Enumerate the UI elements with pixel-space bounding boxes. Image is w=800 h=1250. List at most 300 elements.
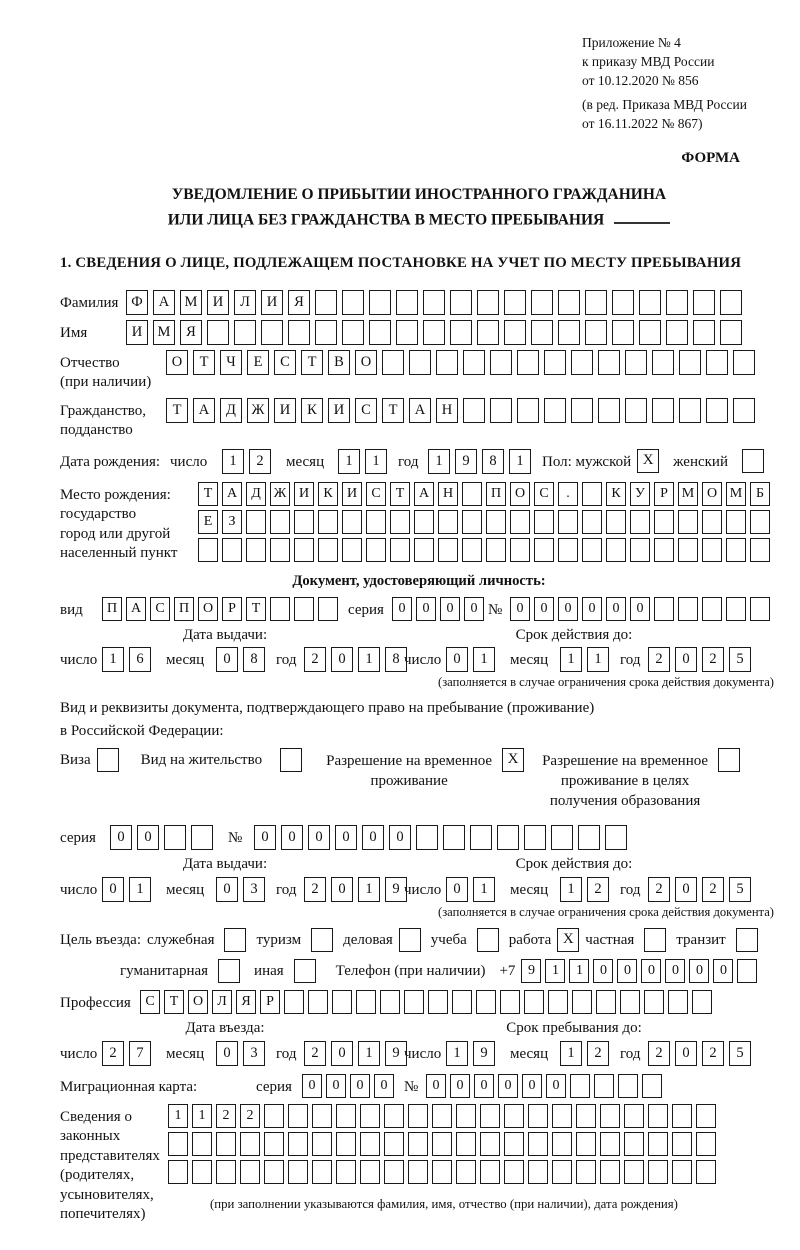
form-cell[interactable] (524, 825, 546, 850)
form-cell[interactable]: 0 (389, 825, 411, 850)
form-cell[interactable]: А (193, 398, 215, 423)
form-cell[interactable]: 0 (675, 877, 697, 902)
form-cell[interactable] (216, 1132, 236, 1156)
form-cell[interactable] (308, 990, 328, 1014)
form-cell[interactable]: 2 (702, 877, 724, 902)
form-cell[interactable]: 0 (281, 825, 303, 850)
form-cell[interactable]: 0 (593, 959, 613, 983)
form-cell[interactable] (678, 510, 698, 534)
form-cell[interactable] (443, 825, 465, 850)
form-cell[interactable]: Е (198, 510, 218, 534)
form-cell[interactable]: Л (212, 990, 232, 1014)
form-cell[interactable]: М (726, 482, 746, 506)
form-cell[interactable] (544, 350, 566, 375)
form-cell[interactable] (750, 597, 770, 621)
form-cell[interactable] (463, 398, 485, 423)
form-cell[interactable] (517, 398, 539, 423)
form-cell[interactable] (288, 320, 310, 345)
form-cell[interactable]: 0 (446, 647, 468, 672)
form-cell[interactable] (639, 290, 661, 315)
form-cell[interactable]: 0 (675, 647, 697, 672)
form-cell[interactable] (480, 1104, 500, 1128)
form-cell[interactable] (288, 1104, 308, 1128)
form-cell[interactable] (733, 350, 755, 375)
form-cell[interactable] (612, 320, 634, 345)
form-cell[interactable] (548, 990, 568, 1014)
form-cell[interactable] (423, 320, 445, 345)
form-cell[interactable] (750, 538, 770, 562)
form-cell[interactable]: 1 (446, 1041, 468, 1066)
form-cell[interactable]: 0 (498, 1074, 518, 1098)
form-cell[interactable] (504, 320, 526, 345)
form-cell[interactable] (462, 482, 482, 506)
form-cell[interactable] (192, 1160, 212, 1184)
form-cell[interactable] (702, 538, 722, 562)
form-cell[interactable] (462, 538, 482, 562)
form-cell[interactable] (552, 1132, 572, 1156)
form-cell[interactable] (336, 1160, 356, 1184)
form-cell[interactable]: Ф (126, 290, 148, 315)
form-cell[interactable]: М (180, 290, 202, 315)
form-cell[interactable]: 9 (521, 959, 541, 983)
form-cell[interactable]: 0 (374, 1074, 394, 1098)
form-cell[interactable]: Ж (247, 398, 269, 423)
form-cell[interactable] (585, 320, 607, 345)
form-cell[interactable] (198, 538, 218, 562)
form-cell[interactable] (369, 290, 391, 315)
form-cell[interactable] (414, 510, 434, 534)
form-cell[interactable] (534, 510, 554, 534)
form-cell[interactable] (384, 1160, 404, 1184)
form-cell[interactable] (737, 959, 757, 983)
form-cell[interactable] (315, 320, 337, 345)
form-cell[interactable] (666, 290, 688, 315)
form-cell[interactable]: Р (222, 597, 242, 621)
form-cell[interactable]: 0 (331, 877, 353, 902)
form-cell[interactable] (648, 1132, 668, 1156)
form-cell[interactable]: 1 (560, 647, 582, 672)
form-cell[interactable]: 1 (587, 647, 609, 672)
form-cell[interactable] (576, 1104, 596, 1128)
form-cell[interactable] (409, 350, 431, 375)
form-cell[interactable]: Е (247, 350, 269, 375)
form-cell[interactable] (654, 597, 674, 621)
form-cell[interactable]: 1 (358, 647, 380, 672)
purpose-tourism-checkbox[interactable] (311, 928, 333, 952)
form-cell[interactable]: Л (234, 290, 256, 315)
form-cell[interactable] (528, 1104, 548, 1128)
form-cell[interactable]: И (328, 398, 350, 423)
form-cell[interactable]: Я (180, 320, 202, 345)
form-cell[interactable] (558, 290, 580, 315)
form-cell[interactable] (192, 1132, 212, 1156)
form-cell[interactable] (598, 350, 620, 375)
form-cell[interactable] (432, 1132, 452, 1156)
form-cell[interactable]: 1 (560, 1041, 582, 1066)
form-cell[interactable] (366, 538, 386, 562)
form-cell[interactable]: Н (438, 482, 458, 506)
form-cell[interactable] (414, 538, 434, 562)
form-cell[interactable] (452, 990, 472, 1014)
form-cell[interactable]: Ч (220, 350, 242, 375)
form-cell[interactable]: 8 (243, 647, 265, 672)
purpose-private-checkbox[interactable] (644, 928, 666, 952)
form-cell[interactable] (528, 1160, 548, 1184)
form-cell[interactable] (342, 290, 364, 315)
form-cell[interactable] (558, 510, 578, 534)
form-cell[interactable] (404, 990, 424, 1014)
form-cell[interactable] (438, 538, 458, 562)
form-cell[interactable] (570, 1074, 590, 1098)
form-cell[interactable]: А (414, 482, 434, 506)
form-cell[interactable] (693, 320, 715, 345)
form-cell[interactable] (312, 1104, 332, 1128)
form-cell[interactable]: С (274, 350, 296, 375)
form-cell[interactable] (672, 1104, 692, 1128)
form-cell[interactable] (342, 538, 362, 562)
form-cell[interactable]: 0 (450, 1074, 470, 1098)
form-cell[interactable] (706, 350, 728, 375)
form-cell[interactable] (380, 990, 400, 1014)
form-cell[interactable] (585, 290, 607, 315)
form-cell[interactable] (318, 510, 338, 534)
form-cell[interactable] (490, 350, 512, 375)
form-cell[interactable]: 0 (689, 959, 709, 983)
form-cell[interactable] (552, 1160, 572, 1184)
form-cell[interactable] (672, 1160, 692, 1184)
form-cell[interactable] (408, 1104, 428, 1128)
form-cell[interactable]: 0 (474, 1074, 494, 1098)
form-cell[interactable]: 0 (254, 825, 276, 850)
form-cell[interactable] (476, 990, 496, 1014)
form-cell[interactable]: 6 (129, 647, 151, 672)
form-cell[interactable] (702, 510, 722, 534)
form-cell[interactable]: 0 (302, 1074, 322, 1098)
form-cell[interactable]: 0 (331, 647, 353, 672)
form-cell[interactable]: 2 (648, 1041, 670, 1066)
form-cell[interactable] (576, 1132, 596, 1156)
form-cell[interactable] (240, 1132, 260, 1156)
form-cell[interactable]: О (510, 482, 530, 506)
form-cell[interactable] (284, 990, 304, 1014)
form-cell[interactable] (625, 398, 647, 423)
form-cell[interactable] (678, 597, 698, 621)
form-cell[interactable] (438, 510, 458, 534)
form-cell[interactable]: 3 (243, 1041, 265, 1066)
form-cell[interactable] (207, 320, 229, 345)
form-cell[interactable] (168, 1160, 188, 1184)
form-cell[interactable] (606, 538, 626, 562)
form-cell[interactable]: И (294, 482, 314, 506)
form-cell[interactable]: Т (164, 990, 184, 1014)
visa-checkbox[interactable] (97, 748, 119, 772)
form-cell[interactable] (706, 398, 728, 423)
form-cell[interactable]: 2 (240, 1104, 260, 1128)
form-cell[interactable] (504, 1104, 524, 1128)
form-cell[interactable]: 9 (385, 1041, 407, 1066)
form-cell[interactable]: 0 (510, 597, 530, 621)
form-cell[interactable]: 1 (473, 877, 495, 902)
form-cell[interactable] (450, 290, 472, 315)
form-cell[interactable] (750, 510, 770, 534)
form-cell[interactable] (240, 1160, 260, 1184)
form-cell[interactable] (528, 1132, 548, 1156)
form-cell[interactable]: Н (436, 398, 458, 423)
form-cell[interactable]: И (126, 320, 148, 345)
form-cell[interactable] (600, 1132, 620, 1156)
form-cell[interactable]: 2 (702, 647, 724, 672)
form-cell[interactable]: 1 (129, 877, 151, 902)
form-cell[interactable] (576, 1160, 596, 1184)
form-cell[interactable] (294, 510, 314, 534)
form-cell[interactable]: 8 (482, 449, 504, 474)
form-cell[interactable]: 2 (702, 1041, 724, 1066)
form-cell[interactable]: С (366, 482, 386, 506)
form-cell[interactable]: О (702, 482, 722, 506)
form-cell[interactable] (456, 1160, 476, 1184)
form-cell[interactable]: 1 (168, 1104, 188, 1128)
form-cell[interactable] (679, 398, 701, 423)
form-cell[interactable] (288, 1132, 308, 1156)
form-cell[interactable] (571, 398, 593, 423)
form-cell[interactable]: 9 (385, 877, 407, 902)
form-cell[interactable] (624, 1160, 644, 1184)
form-cell[interactable] (477, 320, 499, 345)
purpose-humanitarian-checkbox[interactable] (218, 959, 240, 983)
temp-residence-checkbox[interactable]: X (502, 748, 524, 772)
form-cell[interactable] (625, 350, 647, 375)
form-cell[interactable]: Р (654, 482, 674, 506)
form-cell[interactable] (390, 510, 410, 534)
purpose-commercial-checkbox[interactable] (399, 928, 421, 952)
form-cell[interactable] (693, 290, 715, 315)
form-cell[interactable]: А (222, 482, 242, 506)
form-cell[interactable] (486, 538, 506, 562)
form-cell[interactable]: У (630, 482, 650, 506)
form-cell[interactable] (654, 510, 674, 534)
form-cell[interactable] (342, 510, 362, 534)
form-cell[interactable] (360, 1104, 380, 1128)
form-cell[interactable]: 0 (216, 647, 238, 672)
form-cell[interactable]: Б (750, 482, 770, 506)
form-cell[interactable] (624, 1132, 644, 1156)
form-cell[interactable]: 0 (426, 1074, 446, 1098)
form-cell[interactable] (436, 350, 458, 375)
form-cell[interactable]: И (261, 290, 283, 315)
form-cell[interactable] (456, 1104, 476, 1128)
form-cell[interactable] (342, 320, 364, 345)
form-cell[interactable] (294, 538, 314, 562)
form-cell[interactable] (572, 990, 592, 1014)
form-cell[interactable]: 5 (729, 1041, 751, 1066)
form-cell[interactable]: Я (288, 290, 310, 315)
form-cell[interactable] (500, 990, 520, 1014)
form-cell[interactable] (678, 538, 698, 562)
form-cell[interactable]: М (678, 482, 698, 506)
form-cell[interactable]: 0 (440, 597, 460, 621)
form-cell[interactable] (642, 1074, 662, 1098)
purpose-business-checkbox[interactable] (224, 928, 246, 952)
form-cell[interactable] (696, 1132, 716, 1156)
form-cell[interactable]: 2 (304, 877, 326, 902)
form-cell[interactable] (552, 1104, 572, 1128)
form-cell[interactable] (726, 597, 746, 621)
form-cell[interactable] (191, 825, 213, 850)
form-cell[interactable]: 0 (546, 1074, 566, 1098)
form-cell[interactable] (639, 320, 661, 345)
form-cell[interactable] (360, 1132, 380, 1156)
form-cell[interactable]: 0 (216, 1041, 238, 1066)
form-cell[interactable] (222, 538, 242, 562)
form-cell[interactable]: 1 (192, 1104, 212, 1128)
form-cell[interactable] (652, 398, 674, 423)
form-cell[interactable]: С (140, 990, 160, 1014)
form-cell[interactable] (462, 510, 482, 534)
form-cell[interactable]: 0 (362, 825, 384, 850)
form-cell[interactable] (517, 350, 539, 375)
form-cell[interactable]: А (153, 290, 175, 315)
form-cell[interactable] (270, 510, 290, 534)
form-cell[interactable]: 7 (129, 1041, 151, 1066)
form-cell[interactable] (652, 350, 674, 375)
form-cell[interactable] (470, 825, 492, 850)
form-cell[interactable]: 2 (304, 647, 326, 672)
form-cell[interactable] (270, 538, 290, 562)
form-cell[interactable]: 0 (102, 877, 124, 902)
form-cell[interactable] (261, 320, 283, 345)
form-cell[interactable] (510, 538, 530, 562)
form-cell[interactable]: 0 (416, 597, 436, 621)
form-cell[interactable]: 1 (560, 877, 582, 902)
form-cell[interactable]: 1 (545, 959, 565, 983)
form-cell[interactable] (696, 1104, 716, 1128)
form-cell[interactable] (480, 1160, 500, 1184)
form-cell[interactable] (480, 1132, 500, 1156)
form-cell[interactable] (336, 1104, 356, 1128)
residence-permit-checkbox[interactable] (280, 748, 302, 772)
form-cell[interactable]: 0 (308, 825, 330, 850)
form-cell[interactable] (578, 825, 600, 850)
form-cell[interactable]: П (102, 597, 122, 621)
form-cell[interactable] (490, 398, 512, 423)
form-cell[interactable]: 1 (428, 449, 450, 474)
purpose-study-checkbox[interactable] (477, 928, 499, 952)
form-cell[interactable]: И (207, 290, 229, 315)
form-cell[interactable]: 0 (335, 825, 357, 850)
form-cell[interactable]: 9 (473, 1041, 495, 1066)
form-cell[interactable] (726, 538, 746, 562)
form-cell[interactable]: Т (301, 350, 323, 375)
form-cell[interactable]: Т (193, 350, 215, 375)
form-cell[interactable]: 1 (222, 449, 244, 474)
form-cell[interactable] (612, 290, 634, 315)
form-cell[interactable] (416, 825, 438, 850)
form-cell[interactable] (486, 510, 506, 534)
form-cell[interactable]: 0 (446, 877, 468, 902)
form-cell[interactable]: 0 (665, 959, 685, 983)
form-cell[interactable]: 2 (216, 1104, 236, 1128)
form-cell[interactable] (246, 538, 266, 562)
form-cell[interactable] (450, 320, 472, 345)
form-cell[interactable]: 2 (648, 877, 670, 902)
form-cell[interactable] (720, 290, 742, 315)
form-cell[interactable] (605, 825, 627, 850)
form-cell[interactable] (288, 1160, 308, 1184)
form-cell[interactable] (551, 825, 573, 850)
form-cell[interactable]: 1 (358, 1041, 380, 1066)
form-cell[interactable]: 2 (249, 449, 271, 474)
sex-male-checkbox[interactable]: X (637, 449, 659, 473)
form-cell[interactable] (384, 1132, 404, 1156)
form-cell[interactable]: 0 (522, 1074, 542, 1098)
form-cell[interactable]: 2 (587, 877, 609, 902)
form-cell[interactable] (630, 510, 650, 534)
form-cell[interactable]: О (198, 597, 218, 621)
form-cell[interactable] (558, 320, 580, 345)
form-cell[interactable] (668, 990, 688, 1014)
form-cell[interactable]: И (274, 398, 296, 423)
form-cell[interactable] (463, 350, 485, 375)
form-cell[interactable]: 2 (648, 647, 670, 672)
form-cell[interactable]: 1 (365, 449, 387, 474)
form-cell[interactable]: О (166, 350, 188, 375)
form-cell[interactable]: 0 (534, 597, 554, 621)
form-cell[interactable]: К (318, 482, 338, 506)
form-cell[interactable]: 0 (110, 825, 132, 850)
edu-residence-checkbox[interactable] (718, 748, 740, 772)
form-cell[interactable] (648, 1160, 668, 1184)
form-cell[interactable] (318, 597, 338, 621)
form-cell[interactable] (531, 320, 553, 345)
form-cell[interactable]: М (153, 320, 175, 345)
form-cell[interactable]: Ж (270, 482, 290, 506)
form-cell[interactable] (264, 1160, 284, 1184)
form-cell[interactable]: 1 (338, 449, 360, 474)
form-cell[interactable] (544, 398, 566, 423)
form-cell[interactable]: 0 (582, 597, 602, 621)
form-cell[interactable]: И (342, 482, 362, 506)
form-cell[interactable]: С (534, 482, 554, 506)
form-cell[interactable] (356, 990, 376, 1014)
form-cell[interactable] (654, 538, 674, 562)
form-cell[interactable] (702, 597, 722, 621)
form-cell[interactable]: 1 (569, 959, 589, 983)
form-cell[interactable] (477, 290, 499, 315)
form-cell[interactable]: 2 (587, 1041, 609, 1066)
form-cell[interactable]: 1 (509, 449, 531, 474)
form-cell[interactable]: П (486, 482, 506, 506)
form-cell[interactable]: 0 (641, 959, 661, 983)
form-cell[interactable]: 0 (713, 959, 733, 983)
form-cell[interactable] (312, 1160, 332, 1184)
form-cell[interactable] (264, 1104, 284, 1128)
form-cell[interactable] (332, 990, 352, 1014)
form-cell[interactable]: 0 (558, 597, 578, 621)
form-cell[interactable] (315, 290, 337, 315)
form-cell[interactable]: 0 (216, 877, 238, 902)
form-cell[interactable] (408, 1160, 428, 1184)
form-cell[interactable] (408, 1132, 428, 1156)
form-cell[interactable]: П (174, 597, 194, 621)
form-cell[interactable] (620, 990, 640, 1014)
form-cell[interactable]: Т (246, 597, 266, 621)
form-cell[interactable]: К (606, 482, 626, 506)
form-cell[interactable] (390, 538, 410, 562)
form-cell[interactable]: 0 (675, 1041, 697, 1066)
form-cell[interactable]: 0 (331, 1041, 353, 1066)
form-cell[interactable] (246, 510, 266, 534)
form-cell[interactable]: О (188, 990, 208, 1014)
